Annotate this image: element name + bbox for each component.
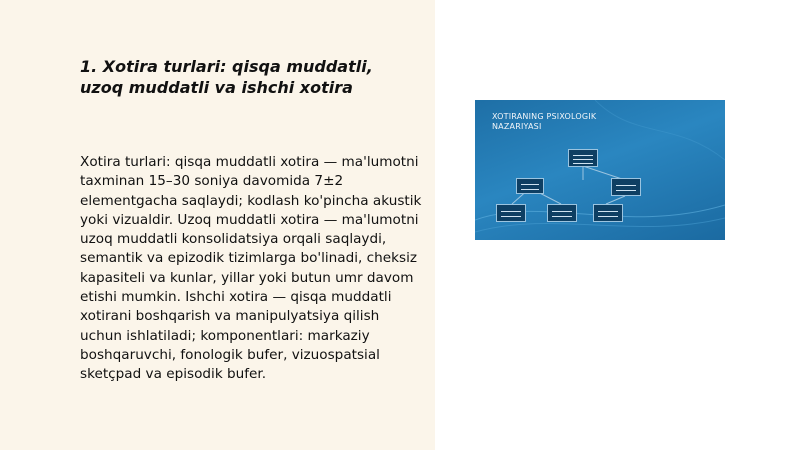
diagram-node — [547, 204, 577, 222]
diagram-node — [568, 149, 598, 167]
slide-title: 1. Xotira turlari: qisqa muddatli, uzoq muddatli va ishchi xotira — [80, 57, 373, 97]
slide-thumbnail-image — [475, 100, 725, 240]
diagram-node — [496, 204, 526, 222]
diagram-node — [593, 204, 623, 222]
diagram-node — [611, 178, 641, 196]
slide-body-text: Xotira turlari: qisqa muddatli xotira — ma'lumotni taxminan 15–30 soniya davomida 7±2 elementgacha saqlaydi; kodlash ko'pincha akustik yoki vizualdir. Uzoq muddatli xotira — ma'lumotni uzoq muddatli konsolidatsiya orqali saqlaydi, semantik va epizodik tizimlarga bo'linadi, cheksiz kapasiteli va kunlar, yillar yoki butun umr davom etishi mumkin. Ishchi xotira — qisqa muddatli xotirani boshqarish va manipulyatsiya qilish uchun ishlatiladi; komponentlari: markaziy boshqaruvchi, fonologik bufer, vizuospatsial sketçpad va episodik bufer. — [80, 154, 422, 383]
diagram-node — [516, 178, 544, 194]
thumbnail-title: XOTIRANING PSIXOLOGIK NAZARIYASI — [492, 112, 597, 131]
